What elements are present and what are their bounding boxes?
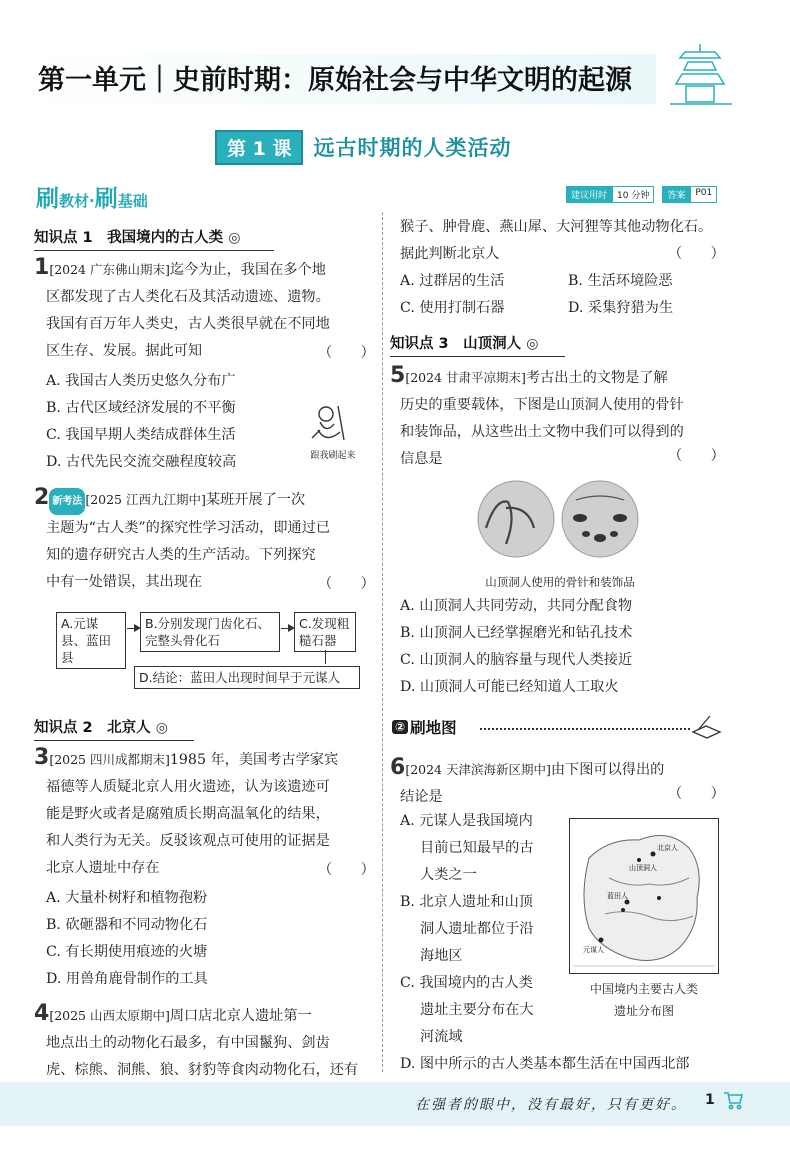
map-label-beijing: 北京人: [657, 844, 678, 852]
brush-char-2: 刷: [94, 186, 118, 212]
time-value: 10 分钟: [612, 186, 654, 203]
cartoon-mascot-icon: [300, 400, 360, 450]
target-icon: ◎: [526, 336, 539, 352]
q4-line: 虎、棕熊、洞熊、狼、豺豹等食肉动物化石，还有: [46, 1062, 359, 1078]
q6-option-c-cont: 河流域: [420, 1029, 463, 1045]
q4-line: 据此判断北京人: [400, 246, 500, 262]
kp3-title: 知识点 3 山顶洞人: [390, 336, 522, 352]
q1-answer-paren[interactable]: （ ）: [318, 345, 375, 361]
q1-line: 迄今为止，我国在多个地: [169, 262, 326, 278]
brush-basic: 基础: [117, 192, 148, 210]
q3-source: [2025 四川成都期末]: [49, 752, 170, 767]
unit-title: 第一单元｜史前时期：原始社会与中华文明的起源: [38, 65, 632, 96]
q5-option-d[interactable]: D. 山顶洞人可能已经知道人工取火: [400, 679, 619, 695]
target-icon: ◎: [155, 720, 168, 736]
q3-line: 北京人遗址中存在: [46, 860, 160, 876]
brush-char: 刷: [36, 186, 59, 212]
q5-image-caption: 山顶洞人使用的骨针和装饰品: [485, 575, 635, 589]
q1-option-b[interactable]: B. 古代区域经济发展的不平衡: [46, 400, 236, 416]
map-label-yuanmou: 元谋人: [583, 946, 604, 954]
map-caption-1: 中国境内主要古人类: [589, 982, 698, 996]
q5-answer-paren[interactable]: （ ）: [668, 448, 725, 464]
knowledge-point-3: [390, 332, 565, 357]
q6-option-a[interactable]: A. 元谋人是我国境内: [400, 813, 533, 829]
q3-option-b[interactable]: B. 砍砸器和不同动物化石: [46, 917, 208, 933]
answer-page: P01: [690, 186, 717, 203]
q6-option-b-cont: 洞人遗址都位于沿: [420, 921, 534, 937]
q4-source: [2025 山西太原期中]: [49, 1008, 170, 1023]
q3-option-c[interactable]: C. 有长期使用痕迹的火塘: [46, 944, 208, 960]
q4-line: 周口店北京人遗址第一: [169, 1008, 312, 1024]
q1-line: 区都发现了古人类化石及其活动遗迹、遗物。: [46, 289, 330, 305]
q6-line: 由下图可以得出的: [550, 762, 665, 778]
q5-number: 5: [390, 363, 406, 388]
q4-option-d[interactable]: D. 采集狩猎为生: [568, 300, 674, 316]
flow-box-b[interactable]: B.分别发现门齿化石、完整头骨化石: [140, 612, 280, 652]
lesson-title: 远古时期的人类活动: [313, 136, 512, 160]
kp2-title: 知识点 2 北京人: [34, 720, 151, 736]
q5-option-a[interactable]: A. 山顶洞人共同劳动，共同分配食物: [400, 598, 633, 614]
new-method-badge: 新考法: [49, 488, 85, 515]
bone-needle-ornaments-image: [476, 478, 642, 560]
q4-answer-paren[interactable]: （ ）: [668, 246, 725, 262]
cart-icon: [722, 1090, 744, 1110]
flow-arrow: [281, 628, 293, 629]
q5-option-b[interactable]: B. 山顶洞人已经掌握磨光和钻孔技术: [400, 625, 633, 641]
q1-number: 1: [34, 255, 50, 280]
section-brush-textbook: [36, 180, 148, 213]
time-label: 建议用时: [566, 186, 612, 203]
column-divider: [382, 212, 383, 1072]
q1-line: 我国有百万年人类史，古人类很早就在不同地: [46, 316, 330, 332]
q5-line: 考古出土的文物是了解: [525, 370, 668, 386]
lesson-number: 第 1 课: [215, 130, 303, 165]
flow-connector: [325, 650, 326, 664]
map-label-lantian: 蓝田人: [607, 892, 628, 900]
brush-sep: ·: [89, 192, 95, 210]
flow-box-c[interactable]: C.发现粗糙石器: [294, 612, 356, 652]
q5-line: 和装饰品，从这些出土文物中我们可以得到的: [400, 424, 684, 440]
section-brush-map: [392, 716, 457, 738]
q5-source: [2024 甘肃平凉期末]: [405, 370, 526, 385]
q3-number: 3: [34, 745, 50, 770]
q6-option-b[interactable]: B. 北京人遗址和山顶: [400, 894, 533, 910]
map-label-upper-cave: 山顶洞人: [629, 864, 657, 872]
q3-option-a[interactable]: A. 大量朴树籽和植物孢粉: [46, 890, 208, 906]
q6-option-b-cont: 海地区: [420, 948, 463, 964]
q6-option-a-cont: 人类之一: [420, 867, 477, 883]
knowledge-point-2: [34, 716, 194, 741]
q3-line: 1985 年，美国考古学家宾: [169, 752, 339, 768]
q5-option-c[interactable]: C. 山顶洞人的脑容量与现代人类接近: [400, 652, 633, 668]
q5-line: 历史的重要载体，下图是山顶洞人使用的骨针: [400, 397, 684, 413]
brush-textbook: 教材: [59, 192, 90, 210]
q6-option-c[interactable]: C. 我国境内的古人类: [400, 975, 533, 991]
q2-line: 中有一处错误，其出现在: [46, 574, 203, 590]
q4-line: 地点出土的动物化石最多，有中国鬣狗、剑齿: [46, 1035, 330, 1051]
question-4: [34, 1000, 372, 1084]
time-tag: [566, 186, 717, 203]
sticker-caption: 跟我刷起来: [310, 451, 356, 461]
q3-line: 和人类行为无关。反驳该观点可使用的证据是: [46, 833, 330, 849]
q5-line: 信息是: [400, 451, 443, 467]
dotted-rule: [480, 728, 690, 730]
q3-line: 能是野火或者是腐殖质长期高温氧化的结果，: [46, 806, 330, 822]
q4-option-a[interactable]: A. 过群居的生活: [400, 273, 505, 289]
q2-line: 主题为“古人类”的探究性学习活动，即通过已: [46, 520, 331, 536]
q1-option-c[interactable]: C. 我国早期人类结成群体生活: [46, 427, 236, 443]
q4-option-b[interactable]: B. 生活环境险恶: [568, 273, 673, 289]
q3-option-d[interactable]: D. 用兽角鹿骨制作的工具: [46, 971, 208, 987]
map-caption-2: 遗址分布图: [613, 1004, 674, 1018]
q6-answer-paren[interactable]: （ ）: [668, 786, 725, 802]
q1-line: 区生存、发展。据此可知: [46, 343, 203, 359]
q6-line: 结论是: [400, 789, 443, 805]
q1-option-d[interactable]: D. 古代先民交流交融程度较高: [46, 454, 237, 470]
q1-source: [2024 广东佛山期末]: [49, 262, 170, 277]
q2-line: 某班开展了一次: [205, 492, 306, 508]
q3-line: 福德等人质疑北京人用火遗迹，认为该遗迹可: [46, 779, 330, 795]
ancient-human-sites-map: [569, 818, 719, 974]
answer-label: 答案: [662, 186, 690, 203]
q1-option-a[interactable]: A. 我国古人类历史悠久分布广: [46, 373, 236, 389]
section-title: 刷地图: [410, 719, 457, 737]
pagoda-icon: [660, 40, 740, 110]
flow-arrow: [127, 628, 139, 629]
target-icon: ◎: [228, 230, 241, 246]
flow-box-a[interactable]: A.元谋县、蓝田县: [56, 612, 126, 669]
q6-option-c-cont: 遗址主要分布在大: [420, 1002, 534, 1018]
q6-option-d[interactable]: D. 图中所示的古人类基本都生活在中国西北部: [400, 1056, 690, 1072]
q4-option-c[interactable]: C. 使用打制石器: [400, 300, 505, 316]
q6-source: [2024 天津滨海新区期中]: [405, 762, 551, 777]
kp1-title: 知识点 1 我国境内的古人类: [34, 230, 224, 246]
section-number-badge: ②: [392, 720, 408, 734]
q2-number: 2: [34, 485, 50, 510]
unit-header: [0, 40, 790, 110]
q3-answer-paren[interactable]: （ ）: [318, 862, 375, 878]
book-pencil-icon: [690, 712, 724, 740]
lesson-heading: [215, 132, 511, 162]
q4-line: 猴子、肿骨鹿、燕山犀、大河狸等其他动物化石。: [400, 219, 713, 235]
footer-motto: 在强者的眼中，没有最好，只有更好。: [415, 1097, 687, 1113]
knowledge-point-1: [34, 226, 274, 251]
page-number: 1: [705, 1092, 715, 1108]
q2-answer-paren[interactable]: （ ）: [318, 576, 375, 592]
q2-source: [2025 江西九江期中]: [85, 492, 206, 507]
q6-option-a-cont: 目前已知最早的古: [420, 840, 534, 856]
q2-line: 知的遗存研究古人类的生产活动。下列探究: [46, 547, 316, 563]
q4-number: 4: [34, 1001, 50, 1026]
q6-number: 6: [390, 755, 406, 780]
flow-box-d[interactable]: D.结论：蓝田人出现时间早于元谋人: [134, 666, 360, 689]
